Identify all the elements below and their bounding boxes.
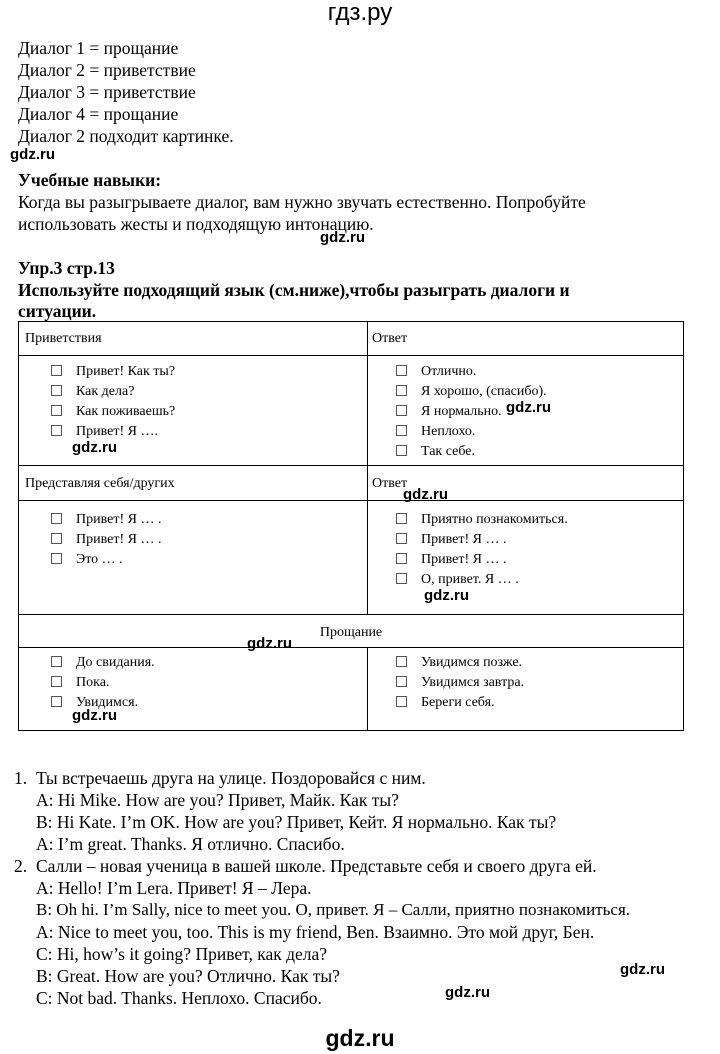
checkbox-bullet-icon <box>51 425 62 436</box>
dialog-line: A: Hi Mike. How are you? Привет, Майк. Как ты? <box>36 790 399 810</box>
list-item: Пока. <box>51 673 109 693</box>
watermark: gdz.ru <box>424 587 469 604</box>
watermark: gdz.ru <box>72 439 117 456</box>
watermark: gdz.ru <box>506 399 551 416</box>
checkbox-bullet-icon <box>396 696 407 707</box>
checkbox-bullet-icon <box>51 676 62 687</box>
list-item: Привет! Я … . <box>51 530 161 550</box>
dialog-answer-2: Диалог 2 = приветствие <box>18 60 196 80</box>
list-item: Неплохо. <box>396 422 475 442</box>
exercise-instruction-line-1: Используйте подходящий язык (см.ниже),чтобы разыграть диалоги и <box>18 280 570 300</box>
watermark: gdz.ru <box>403 486 448 503</box>
situation-text: Ты встречаешь друга на улице. Поздоровайся с ним. <box>36 768 426 788</box>
exercise-instruction-line-2: ситуации. <box>18 301 97 321</box>
table-divider <box>19 614 683 615</box>
watermark: gdz.ru <box>10 146 55 163</box>
table-divider <box>19 355 683 356</box>
answer-header: Ответ <box>372 331 408 346</box>
list-item: Увидимся позже. <box>396 653 522 673</box>
list-item: Как дела? <box>51 382 134 402</box>
checkbox-bullet-icon <box>51 513 62 524</box>
checkbox-bullet-icon <box>396 385 407 396</box>
checkbox-bullet-icon <box>396 656 407 667</box>
table-divider <box>19 500 683 501</box>
dialog-line: B: Hi Kate. I’m OK. How are you? Привет, Кейт. Я нормально. Как ты? <box>36 812 557 832</box>
checkbox-bullet-icon <box>51 656 62 667</box>
checkbox-bullet-icon <box>396 553 407 564</box>
exercise-title: Упр.3 стр.13 <box>18 258 115 278</box>
dialog-line: A: Hello! I’m Lera. Привет! Я – Лера. <box>36 878 312 898</box>
table-divider <box>19 465 683 466</box>
phrases-table <box>18 321 684 731</box>
site-footer-title: gdz.ru <box>325 1025 395 1051</box>
introduction-header: Представляя себя/других <box>25 476 175 491</box>
list-item: До свидания. <box>51 653 155 673</box>
list-item: О, привет. Я … . <box>396 570 519 590</box>
farewell-header: Прощание <box>319 625 383 640</box>
watermark: gdz.ru <box>247 635 292 652</box>
list-item: Привет! Я …. <box>51 422 158 442</box>
list-item: Увидимся завтра. <box>396 673 524 693</box>
checkbox-bullet-icon <box>51 696 62 707</box>
checkbox-bullet-icon <box>396 425 407 436</box>
list-item: Отлично. <box>396 362 476 382</box>
list-item: Привет! Я … . <box>396 530 506 550</box>
table-divider <box>367 322 368 614</box>
checkbox-bullet-icon <box>396 405 407 416</box>
table-divider <box>19 647 683 648</box>
situation-number: 1. <box>14 768 28 788</box>
checkbox-bullet-icon <box>396 533 407 544</box>
watermark: gdz.ru <box>72 707 117 724</box>
answer-header: Ответ <box>372 476 408 491</box>
checkbox-bullet-icon <box>51 533 62 544</box>
situation-text: Салли – новая ученица в вашей школе. Представьте себя и своего друга ей. <box>36 856 597 876</box>
dialog-answer-4: Диалог 4 = прощание <box>18 104 179 124</box>
checkbox-bullet-icon <box>51 553 62 564</box>
checkbox-bullet-icon <box>396 573 407 584</box>
list-item: Так себе. <box>396 442 475 462</box>
checkbox-bullet-icon <box>396 445 407 456</box>
watermark: gdz.ru <box>320 229 365 246</box>
dialog-answer-1: Диалог 1 = прощание <box>18 38 179 58</box>
dialog-line: C: Not bad. Thanks. Неплохо. Спасибо. <box>36 988 322 1008</box>
list-item: Это … . <box>51 550 123 570</box>
dialog-answer-5: Диалог 2 подходит картинке. <box>18 126 234 146</box>
checkbox-bullet-icon <box>51 405 62 416</box>
list-item: Привет! Я … . <box>51 510 161 530</box>
checkbox-bullet-icon <box>396 365 407 376</box>
greetings-header: Приветствия <box>25 331 102 346</box>
dialog-line: B: Oh hi. I’m Sally, nice to meet you. О, привет. Я – Салли, приятно познакомиться. <box>36 900 631 919</box>
list-item: Увидимся. <box>51 693 138 713</box>
dialog-line: C: Hi, how’s it going? Привет, как дела? <box>36 944 328 964</box>
dialog-line: A: Nice to meet you, too. This is my friend, Ben. Взаимно. Это мой друг, Бен. <box>36 922 595 942</box>
list-item: Береги себя. <box>396 693 495 713</box>
dialog-line: B: Great. How are you? Отлично. Как ты? <box>36 966 340 986</box>
list-item: Я хорошо, (спасибо). <box>396 382 547 402</box>
table-divider <box>367 647 368 731</box>
skills-title: Учебные навыки: <box>18 170 162 190</box>
skills-text-line-2: использовать жесты и подходящую интонацию. <box>18 214 374 234</box>
list-item: Привет! Как ты? <box>51 362 175 382</box>
checkbox-bullet-icon <box>396 676 407 687</box>
list-item: Как поживаешь? <box>51 402 175 422</box>
dialog-answer-3: Диалог 3 = приветствие <box>18 82 196 102</box>
site-header-title: гдз.ру <box>327 0 393 26</box>
watermark: gdz.ru <box>620 961 665 978</box>
checkbox-bullet-icon <box>51 385 62 396</box>
checkbox-bullet-icon <box>51 365 62 376</box>
list-item: Я нормально. <box>396 402 502 422</box>
situation-number: 2. <box>14 856 28 876</box>
dialog-line: A: I’m great. Thanks. Я отлично. Спасибо. <box>36 834 345 854</box>
list-item: Приятно познакомиться. <box>396 510 568 530</box>
checkbox-bullet-icon <box>396 513 407 524</box>
skills-text-line-1: Когда вы разыгрываете диалог, вам нужно звучать естественно. Попробуйте <box>18 192 586 212</box>
list-item: Привет! Я … . <box>396 550 506 570</box>
watermark: gdz.ru <box>445 984 490 1001</box>
